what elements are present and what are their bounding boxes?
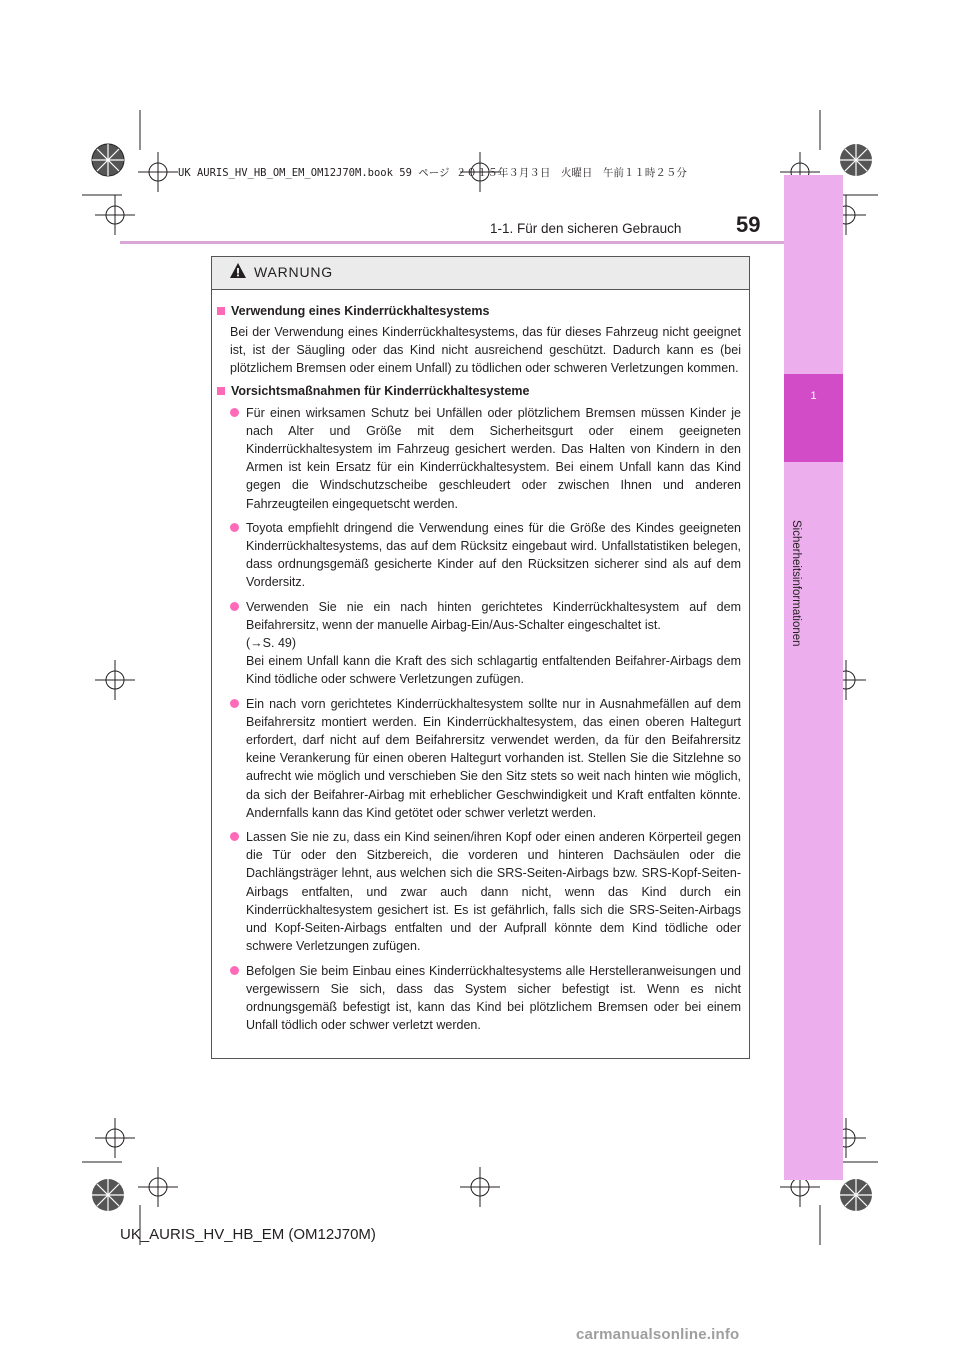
bullet-text: Verwenden Sie nie ein nach hinten gerichtetes Kinderrückhaltesystem auf dem Beifahrersitz, wenn der manuelle Airbag-Ein/Aus-Schalter eingeschaltet ist. [246,599,741,632]
chapter-number: 1 [810,390,817,402]
round-bullet-icon [230,523,239,532]
header-rule [120,241,784,244]
watermark: carmanualsonline.info [576,1326,740,1343]
bullet-text-group [246,598,741,689]
bullet-text: Toyota empfiehlt dringend die Verwendung eines für die Größe des Kindes geeigneten Kinderrückhaltesystems, das auf dem Rücksitz eingebaut wird. Unfallstatistiken belegen, dass ordnungsgemäß gesicherte Kinder auf den Rücksitzen sicherer sind als auf dem Vordersitz. [246,520,741,590]
print-stamp: UK AURIS_HV_HB_OM_EM_OM12J70M.book 59 ページ ２０１５年３月３日 火曜日 午前１１時２５分 [178,167,687,179]
crosshair-icon [95,660,135,700]
bullet-continuation: Bei einem Unfall kann die Kraft des sich schlagartig entfaltenden Beifahrer-Airbags dem Kind tödliche oder schwere Verletzungen zufügen. [246,654,741,687]
warning-title: WARNUNG [254,264,333,280]
bullet-item [230,404,741,513]
chapter-tab [784,374,843,462]
bullet-text: Lassen Sie nie zu, dass ein Kind seinen/ihren Kopf oder einen anderen Körperteil gegen die Tür oder den Sitzbereich, die vorderen und hinteren Dachsäulen oder die Dachlängsträger lehnt, aus welchen sich die SRS-Seiten-Airbags bzw. SRS-Kopf-Seiten-Airbags entfalten, und zwar auch dann nicht, wenn das Kind durch ein Kinderrückhaltesystem gesichert ist. Es ist gefährlich, falls sich die SRS-Seiten-Airbags und Kopf-Seiten-Airbags entfalten und der Aufprall könnte dem Kind tödliche oder schwere Verletzungen zufügen. [246,830,741,954]
section-heading [217,304,741,318]
bullet-text: Für einen wirksamen Schutz bei Unfällen oder plötzlichem Bremsen müssen Kinder je nach Alter und Größe mit dem Sicherheitsgurt oder einem geeigneten Kinderrückhaltesystem im Fahrzeug gesichert werden. Das Halten von Kindern in den Armen ist kein Ersatz für ein Kinderrückhaltesystem. Bei einem Unfall kann das Kind gegen die Windschutzscheibe geschleudert oder zwischen Ihnen und anderen Fahrzeugteilen eingequetscht werden. [246,405,741,511]
square-bullet-icon [217,307,225,315]
round-bullet-icon [230,699,239,708]
crosshair-icon [138,152,178,192]
page-reference-link[interactable]: (→S. 49) [246,636,297,651]
section-heading-text: Vorsichtsmaßnahmen für Kinderrückhaltesysteme [231,383,530,398]
crosshair-icon [138,1167,178,1207]
round-bullet-icon [230,966,239,975]
crosshair-icon [460,1167,500,1207]
bullet-text: Befolgen Sie beim Einbau eines Kinderrückhaltesystems alle Herstelleranweisungen und vergewissern Sie sich, dass das System sicher befestigt ist. Wenn es nicht ordnungsgemäß befestigt ist, kann das Kind bei plötzlichem Bremsen oder bei einem Unfall tödlich oder schwer verletzt werden. [246,963,741,1033]
page-number: 59 [736,212,761,237]
section-heading [217,384,741,398]
section-heading-text: Verwendung eines Kinderrückhaltesystems [231,304,490,318]
round-bullet-icon [230,408,239,417]
square-bullet-icon [217,387,225,395]
warning-box [211,256,750,1059]
bullet-text: Ein nach vorn gerichtetes Kinderrückhaltesystem sollte nur in Ausnahmefällen auf dem Beifahrersitz montiert werden. Ein Kinderrückhaltesystem, das einen oberen Haltegurt erfordert, darf nicht auf dem Beifahrersitz verwendet werden, da für den Beifahrersitz keine Verankerung für einen oberen Haltegurt vorhanden ist. Stellen Sie die Sitzlehne so aufrecht wie möglich und verschieben Sie den Sitz stets so weit nach hinten wie möglich, da sich der Beifahrer-Airbag mit erheblicher Geschwindigkeit und Kraft entfalten könnte. Andernfalls kann das Kind getötet oder schwer verletzt werden. [246,696,741,820]
crosshair-icon [95,195,135,235]
bullet-item [230,519,741,592]
section-paragraph: Bei der Verwendung eines Kinderrückhaltesystems, das für dieses Fahrzeug nicht geeignet ist, ist der Säugling oder das Kind nicht ausreichend geschützt. Dadurch kann es (bei plötzlichem Bremsen oder einem Unfall) zu tödlichen oder schweren Verletzungen kommen. [230,325,741,376]
bullet-item [230,962,741,1035]
document-code: UK_AURIS_HV_HB_EM (OM12J70M) [120,1226,376,1243]
round-bullet-icon [230,602,239,611]
warning-body [212,290,749,1034]
round-bullet-icon [230,832,239,841]
warning-header [212,257,749,290]
warning-triangle-icon [229,262,247,280]
bullet-item [230,598,741,689]
bullet-item [230,828,741,955]
chapter-side-strip [784,175,843,1180]
bullet-item [230,695,741,822]
crosshair-icon [95,1118,135,1158]
section-title: 1-1. Für den sicheren Gebrauch [490,221,682,236]
chapter-label: Sicherheitsinformationen [790,520,802,647]
